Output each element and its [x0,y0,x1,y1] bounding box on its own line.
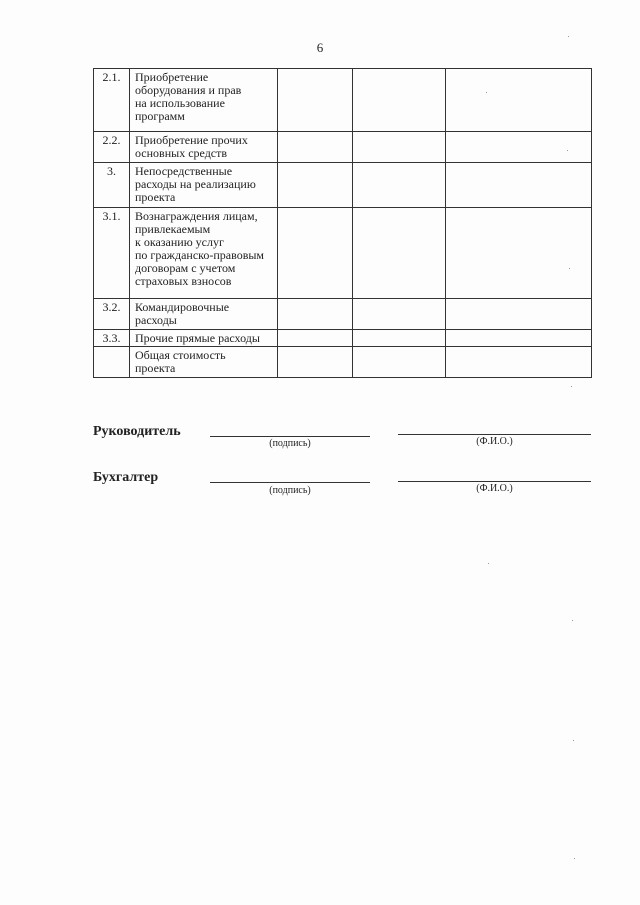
row-number: 3.2. [94,299,130,330]
row-name: Приобретение прочих основных средств [130,132,278,163]
scan-speck [569,268,570,269]
row-name: Вознаграждения лицам, привлекаемым к оказанию услуг по гражданско-правовым договорам с учетом страховых взносов [130,208,278,299]
value-cell [278,330,353,347]
value-cell [353,347,446,378]
value-cell [446,69,592,132]
table-row [94,208,592,299]
scan-speck [571,386,572,387]
table-row [94,299,592,330]
row-number: 3.3. [94,330,130,347]
value-cell [278,163,353,208]
head-title: Руководитель [93,424,181,439]
accountant-signature-line [210,482,370,483]
table-row [94,347,592,378]
value-cell [353,163,446,208]
value-cell [278,132,353,163]
table-row [94,330,592,347]
scan-speck [572,620,573,621]
head-signature-line [210,436,370,437]
value-cell [278,299,353,330]
value-cell [353,132,446,163]
value-cell [353,299,446,330]
row-number: 3. [94,163,130,208]
budget-table [93,68,592,378]
value-cell [278,347,353,378]
table-row [94,163,592,208]
head-name-caption: (Ф.И.О.) [476,436,513,447]
scan-speck [567,150,568,151]
value-cell [446,132,592,163]
value-cell [278,208,353,299]
row-number: 2.2. [94,132,130,163]
row-number [94,347,130,378]
row-number: 2.1. [94,69,130,132]
value-cell [353,69,446,132]
scan-speck [574,858,575,859]
scan-speck [486,92,487,93]
scan-speck [568,36,569,37]
value-cell [353,330,446,347]
page-number: 6 [316,40,324,55]
accountant-name-line [398,481,591,482]
row-name: Непосредственные расходы на реализацию проекта [130,163,278,208]
value-cell [353,208,446,299]
scan-speck [488,563,489,564]
value-cell [446,330,592,347]
row-name: Командировочные расходы [130,299,278,330]
accountant-title: Бухгалтер [93,470,159,485]
table-row [94,69,592,132]
value-cell [278,69,353,132]
head-name-line [398,434,591,435]
head-signature-caption: (подпись) [269,438,311,449]
value-cell [446,347,592,378]
row-number: 3.1. [94,208,130,299]
value-cell [446,163,592,208]
table-row [94,132,592,163]
accountant-name-caption: (Ф.И.О.) [476,483,513,494]
scan-speck [573,740,574,741]
row-name: Прочие прямые расходы [130,330,278,347]
value-cell [446,208,592,299]
row-name: Общая стоимость проекта [130,347,278,378]
value-cell [446,299,592,330]
row-name: Приобретение оборудования и прав на использование программ [130,69,278,132]
accountant-signature-caption: (подпись) [269,485,311,496]
